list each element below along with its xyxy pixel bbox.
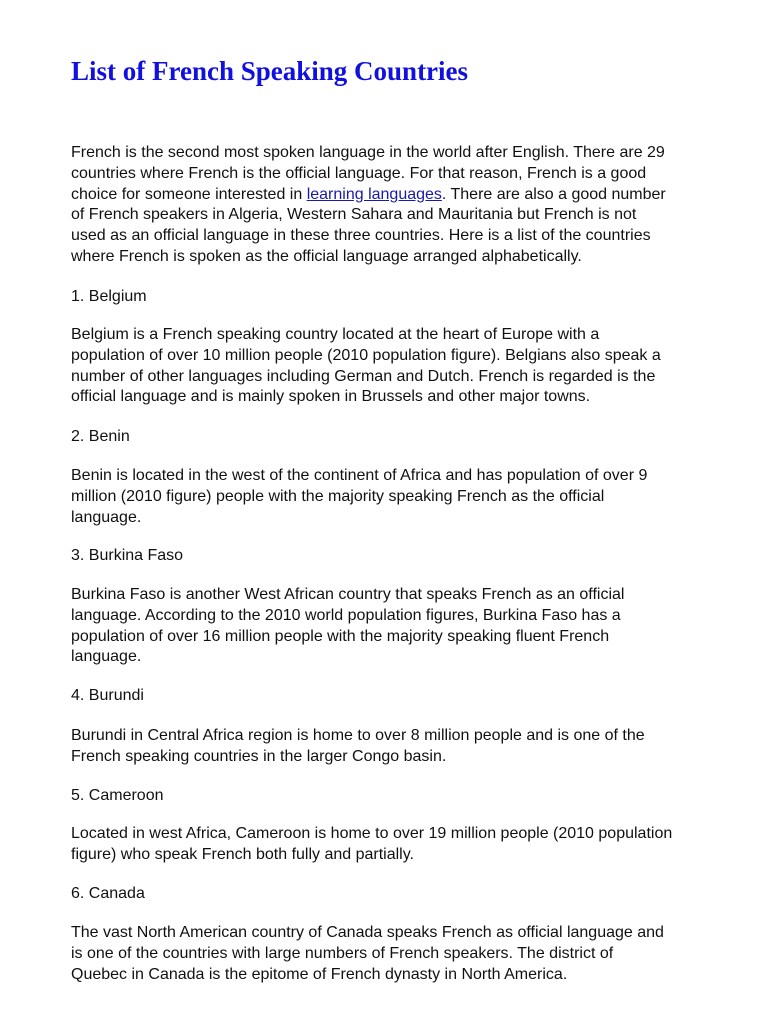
country-heading-burundi: 4. Burundi — [71, 687, 144, 704]
paragraph-line: language. According to the 2010 world population figures, Burkina Faso has a — [71, 606, 621, 624]
intro-line: where French is spoken as the official language arranged alphabetically. — [71, 247, 582, 265]
country-paragraph-burundi — [71, 726, 741, 768]
intro-line: French is the second most spoken language in the world after English. There are 29 — [71, 144, 665, 161]
intro-line: countries where French is the official language. For that reason, French is a good — [71, 164, 647, 182]
page-title: List of French Speaking Countries — [71, 56, 469, 86]
learning-languages-link[interactable]: learning languages — [306, 185, 442, 203]
country-paragraph-burkina-faso — [71, 585, 741, 668]
intro-text-after-link: . There are also a good number — [441, 185, 666, 203]
intro-line: used as an official language in these three countries. Here is a list of the countries — [71, 227, 651, 245]
paragraph-line: The vast North American country of Canada speaks French as official language and — [71, 924, 664, 941]
paragraph-line: population of over 16 million people with the majority speaking fluent French — [71, 627, 610, 645]
paragraph-line: Burkina Faso is another West African country that speaks French as an official — [71, 586, 625, 603]
country-heading-burkina-faso: 3. Burkina Faso — [71, 547, 184, 564]
paragraph-line: million (2010 figure) people with the majority speaking French as the official — [71, 487, 605, 505]
country-paragraph-canada — [71, 923, 741, 985]
paragraph-line: Located in west Africa, Cameroon is home to over 19 million people (2010 population — [71, 825, 673, 842]
paragraph-line: official language and is mainly spoken in Brussels and other major towns. — [71, 388, 591, 406]
country-heading-canada: 6. Canada — [71, 885, 145, 902]
country-heading-belgium: 1. Belgium — [71, 288, 147, 305]
paragraph-line: Burundi in Central Africa region is home to over 8 million people and is one of the — [71, 727, 645, 744]
paragraph-line: figure) who speak French both fully and partially. — [71, 845, 414, 863]
intro-paragraph — [71, 143, 741, 268]
paragraph-line: Quebec in Canada is the epitome of French dynasty in North America. — [71, 965, 568, 983]
paragraph-line: language. — [71, 648, 142, 666]
intro-line-with-link — [71, 185, 741, 206]
paragraph-line: French speaking countries in the larger Congo basin. — [71, 747, 447, 765]
paragraph-line: population of over 10 million people (2010 population figure). Belgians also speak a — [71, 346, 661, 364]
country-paragraph-benin — [71, 466, 741, 528]
paragraph-line: Benin is located in the west of the continent of Africa and has population of over 9 — [71, 467, 648, 484]
country-paragraph-belgium — [71, 325, 741, 408]
country-heading-cameroon: 5. Cameroon — [71, 787, 164, 804]
intro-line: of French speakers in Algeria, Western Sahara and Mauritania but French is not — [71, 206, 637, 224]
paragraph-line: is one of the countries with large numbers of French speakers. The district of — [71, 944, 614, 962]
intro-text-before-link: choice for someone interested in — [71, 185, 307, 203]
paragraph-line: Belgium is a French speaking country located at the heart of Europe with a — [71, 326, 600, 343]
country-paragraph-cameroon — [71, 824, 741, 866]
paragraph-line: language. — [71, 508, 142, 526]
country-heading-benin: 2. Benin — [71, 428, 130, 445]
paragraph-line: number of other languages including German and Dutch. French is regarded is the — [71, 367, 656, 385]
